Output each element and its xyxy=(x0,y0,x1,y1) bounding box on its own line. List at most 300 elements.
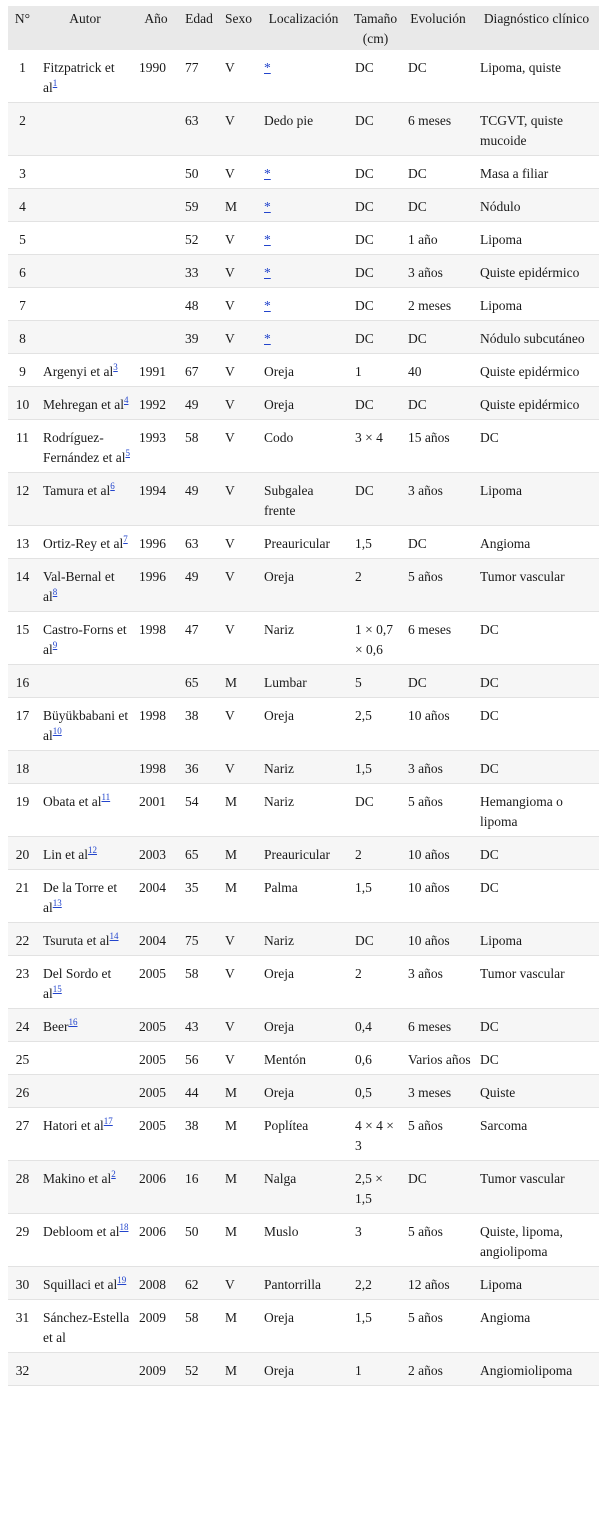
reference-link[interactable]: 13 xyxy=(52,898,62,908)
size-cell-text: 3 xyxy=(355,1224,362,1239)
case-number-text: 3 xyxy=(19,166,26,181)
size-cell xyxy=(349,1214,402,1267)
diagnosis-cell xyxy=(474,156,599,189)
location-cell xyxy=(258,1353,349,1386)
case-number-text: 5 xyxy=(19,232,26,247)
location-cell xyxy=(258,784,349,837)
size-cell xyxy=(349,222,402,255)
evolution-cell xyxy=(402,923,474,956)
year-cell xyxy=(133,665,179,698)
diagnosis-cell xyxy=(474,612,599,665)
diagnosis-cell-text: Lipoma xyxy=(480,232,522,247)
case-number-text: 18 xyxy=(15,761,30,776)
reference-link[interactable]: 3 xyxy=(113,362,118,372)
case-number-text: 24 xyxy=(15,1019,30,1034)
size-cell xyxy=(349,156,402,189)
diagnosis-cell-text: DC xyxy=(480,847,499,862)
reference-link[interactable]: 1 xyxy=(52,78,58,88)
case-number-text: 12 xyxy=(15,483,30,498)
location-footnote-link[interactable]: * xyxy=(264,298,271,313)
author-cell xyxy=(37,751,133,784)
evolution-cell xyxy=(402,956,474,1009)
age-cell-text: 63 xyxy=(185,113,199,128)
location-cell xyxy=(258,50,349,103)
sex-cell xyxy=(219,387,258,420)
age-cell-text: 33 xyxy=(185,265,199,280)
table-body xyxy=(8,50,599,1386)
case-number xyxy=(8,956,37,1009)
author-cell xyxy=(37,784,133,837)
case-number xyxy=(8,50,37,103)
year-cell xyxy=(133,1042,179,1075)
case-number xyxy=(8,1009,37,1042)
sex-cell xyxy=(219,526,258,559)
size-cell xyxy=(349,923,402,956)
case-number-text: 20 xyxy=(15,847,30,862)
size-cell-text: 1,5 xyxy=(355,536,372,551)
sex-cell xyxy=(219,189,258,222)
age-cell-text: 35 xyxy=(185,880,199,895)
evolution-cell-text: 5 años xyxy=(408,569,443,584)
location-cell xyxy=(258,612,349,665)
sex-cell-text: V xyxy=(225,569,235,584)
table-row xyxy=(8,387,599,420)
location-cell xyxy=(258,870,349,923)
location-cell xyxy=(258,1009,349,1042)
evolution-cell xyxy=(402,1161,474,1214)
size-cell-text: DC xyxy=(355,397,374,412)
diagnosis-cell-text: Lipoma xyxy=(480,933,522,948)
table-row xyxy=(8,526,599,559)
diagnosis-cell xyxy=(474,751,599,784)
reference-link[interactable]: 4 xyxy=(123,395,129,405)
diagnosis-cell-text: DC xyxy=(480,622,499,637)
diagnosis-cell xyxy=(474,784,599,837)
sex-cell xyxy=(219,612,258,665)
evolution-cell-text: 10 años xyxy=(408,708,450,723)
reference-link[interactable]: 8 xyxy=(52,587,58,597)
year-cell xyxy=(133,923,179,956)
diagnosis-cell-text: Hemangioma o lipoma xyxy=(480,794,563,829)
case-number xyxy=(8,751,37,784)
sex-cell-text: V xyxy=(225,60,235,75)
case-number xyxy=(8,189,37,222)
sex-cell-text: M xyxy=(225,847,238,862)
age-cell xyxy=(179,420,219,473)
header-anio: Año xyxy=(133,6,179,50)
location-footnote-link[interactable]: * xyxy=(264,232,271,247)
diagnosis-cell xyxy=(474,288,599,321)
location-footnote-link[interactable]: * xyxy=(264,265,271,280)
year-cell xyxy=(133,784,179,837)
reference-link[interactable]: 2 xyxy=(111,1169,116,1179)
author-cell-text: Büyükbabani et al xyxy=(43,708,129,743)
case-number-text: 31 xyxy=(15,1310,30,1325)
reference-link[interactable]: 15 xyxy=(52,984,62,994)
sex-cell-text: V xyxy=(225,966,235,981)
age-cell xyxy=(179,1300,219,1353)
author-cell-text: Argenyi et al xyxy=(43,364,114,379)
case-number xyxy=(8,156,37,189)
reference-link[interactable]: 5 xyxy=(125,448,130,458)
evolution-cell-text: 10 años xyxy=(408,933,450,948)
author-cell xyxy=(37,103,133,156)
age-cell xyxy=(179,473,219,526)
author-cell xyxy=(37,189,133,222)
size-cell-text: 3 × 4 xyxy=(355,430,383,445)
year-cell xyxy=(133,1161,179,1214)
location-cell xyxy=(258,1214,349,1267)
location-cell xyxy=(258,189,349,222)
case-number-text: 26 xyxy=(15,1085,30,1100)
year-cell-text: 1998 xyxy=(139,708,166,723)
sex-cell xyxy=(219,698,258,751)
age-cell-text: 65 xyxy=(185,847,199,862)
year-cell xyxy=(133,354,179,387)
location-footnote-link[interactable]: * xyxy=(264,199,271,214)
table-row xyxy=(8,354,599,387)
reference-link[interactable]: 14 xyxy=(109,931,119,941)
table-row xyxy=(8,420,599,473)
year-cell-text: 1998 xyxy=(139,761,166,776)
sex-cell-text: V xyxy=(225,232,235,247)
age-cell-text: 49 xyxy=(185,483,199,498)
header-localizacion: Localización xyxy=(258,6,349,50)
reference-link[interactable]: 19 xyxy=(117,1275,127,1285)
evolution-cell-text: 1 año xyxy=(408,232,438,247)
size-cell xyxy=(349,751,402,784)
case-number-text: 17 xyxy=(15,708,30,723)
sex-cell-text: V xyxy=(225,331,235,346)
year-cell-text: 2009 xyxy=(139,1363,166,1378)
evolution-cell-text: DC xyxy=(408,675,427,690)
cases-table xyxy=(8,6,599,1386)
size-cell-text: 0,4 xyxy=(355,1019,372,1034)
table-row xyxy=(8,1353,599,1386)
evolution-cell xyxy=(402,698,474,751)
reference-link[interactable]: 12 xyxy=(87,845,97,855)
year-cell-text: 1992 xyxy=(139,397,166,412)
evolution-cell-text: DC xyxy=(408,166,427,181)
case-number xyxy=(8,612,37,665)
evolution-cell-text: 40 xyxy=(408,364,422,379)
sex-cell xyxy=(219,222,258,255)
author-cell xyxy=(37,1042,133,1075)
sex-cell xyxy=(219,103,258,156)
header-tamano: Tamaño (cm) xyxy=(349,6,402,50)
diagnosis-cell xyxy=(474,222,599,255)
sex-cell xyxy=(219,1300,258,1353)
year-cell xyxy=(133,1214,179,1267)
location-cell-text: Muslo xyxy=(264,1224,299,1239)
reference-link[interactable]: 17 xyxy=(103,1116,113,1126)
location-cell xyxy=(258,1108,349,1161)
author-cell-text: Tsuruta et al xyxy=(43,933,110,948)
age-cell xyxy=(179,784,219,837)
author-cell xyxy=(37,473,133,526)
diagnosis-cell xyxy=(474,870,599,923)
case-number-text: 13 xyxy=(15,536,30,551)
author-cell xyxy=(37,420,133,473)
age-cell-text: 43 xyxy=(185,1019,199,1034)
age-cell-text: 65 xyxy=(185,675,199,690)
location-cell-text: Nariz xyxy=(264,933,294,948)
sex-cell-text: M xyxy=(225,880,238,895)
header-row xyxy=(8,6,599,50)
location-cell xyxy=(258,103,349,156)
age-cell xyxy=(179,1353,219,1386)
sex-cell-text: V xyxy=(225,483,235,498)
author-cell xyxy=(37,1161,133,1214)
diagnosis-cell xyxy=(474,1267,599,1300)
size-cell-text: DC xyxy=(355,265,374,280)
reference-link[interactable]: 16 xyxy=(68,1017,78,1027)
sex-cell-text: M xyxy=(225,1118,238,1133)
size-cell xyxy=(349,321,402,354)
author-cell xyxy=(37,321,133,354)
author-cell xyxy=(37,387,133,420)
case-number-text: 16 xyxy=(15,675,30,690)
year-cell-text: 2006 xyxy=(139,1171,166,1186)
evolution-cell-text: 5 años xyxy=(408,1118,443,1133)
age-cell-text: 16 xyxy=(185,1171,199,1186)
sex-cell xyxy=(219,837,258,870)
size-cell-text: 1,5 xyxy=(355,1310,372,1325)
diagnosis-cell xyxy=(474,837,599,870)
diagnosis-cell-text: Lipoma xyxy=(480,1277,522,1292)
location-cell xyxy=(258,559,349,612)
age-cell-text: 44 xyxy=(185,1085,199,1100)
year-cell xyxy=(133,1108,179,1161)
size-cell-text: 1 × 0,7 × 0,6 xyxy=(355,622,393,657)
size-cell-text: 2 xyxy=(355,569,362,584)
age-cell-text: 39 xyxy=(185,331,199,346)
size-cell-text: DC xyxy=(355,60,374,75)
age-cell-text: 48 xyxy=(185,298,199,313)
size-cell xyxy=(349,1353,402,1386)
case-number xyxy=(8,837,37,870)
table-row xyxy=(8,288,599,321)
header-sexo: Sexo xyxy=(219,6,258,50)
size-cell xyxy=(349,1042,402,1075)
location-cell-text: Oreja xyxy=(264,569,294,584)
reference-link[interactable]: 10 xyxy=(52,726,62,736)
age-cell xyxy=(179,1108,219,1161)
diagnosis-cell xyxy=(474,559,599,612)
size-cell xyxy=(349,956,402,1009)
year-cell xyxy=(133,473,179,526)
evolution-cell xyxy=(402,321,474,354)
diagnosis-cell-text: Tumor vascular xyxy=(480,569,565,584)
size-cell xyxy=(349,1300,402,1353)
evolution-cell-text: 3 años xyxy=(408,966,443,981)
year-cell xyxy=(133,612,179,665)
sex-cell xyxy=(219,1214,258,1267)
size-cell-text: DC xyxy=(355,331,374,346)
age-cell xyxy=(179,156,219,189)
diagnosis-cell xyxy=(474,387,599,420)
evolution-cell-text: 5 años xyxy=(408,1310,443,1325)
reference-link[interactable]: 7 xyxy=(123,534,128,544)
size-cell-text: 2,2 xyxy=(355,1277,372,1292)
size-cell-text: DC xyxy=(355,199,374,214)
age-cell xyxy=(179,189,219,222)
year-cell xyxy=(133,321,179,354)
evolution-cell xyxy=(402,1353,474,1386)
year-cell xyxy=(133,156,179,189)
sex-cell xyxy=(219,255,258,288)
diagnosis-cell-text: DC xyxy=(480,1052,499,1067)
size-cell xyxy=(349,784,402,837)
case-number xyxy=(8,698,37,751)
case-number xyxy=(8,1353,37,1386)
evolution-cell xyxy=(402,1042,474,1075)
case-number xyxy=(8,1042,37,1075)
reference-link[interactable]: 18 xyxy=(119,1222,129,1232)
size-cell-text: 2 xyxy=(355,966,362,981)
location-cell xyxy=(258,1161,349,1214)
case-number-text: 32 xyxy=(15,1363,30,1378)
evolution-cell xyxy=(402,420,474,473)
diagnosis-cell xyxy=(474,1300,599,1353)
location-cell xyxy=(258,156,349,189)
size-cell-text: 5 xyxy=(355,675,362,690)
diagnosis-cell xyxy=(474,103,599,156)
age-cell xyxy=(179,50,219,103)
year-cell-text: 2006 xyxy=(139,1224,166,1239)
sex-cell-text: V xyxy=(225,265,235,280)
year-cell xyxy=(133,837,179,870)
age-cell xyxy=(179,751,219,784)
year-cell xyxy=(133,420,179,473)
age-cell-text: 56 xyxy=(185,1052,199,1067)
size-cell xyxy=(349,255,402,288)
sex-cell-text: V xyxy=(225,166,235,181)
header-evolucion: Evolución xyxy=(402,6,474,50)
reference-link[interactable]: 6 xyxy=(110,481,115,491)
sex-cell xyxy=(219,1267,258,1300)
diagnosis-cell xyxy=(474,1075,599,1108)
year-cell-text: 2001 xyxy=(139,794,166,809)
author-cell xyxy=(37,923,133,956)
evolution-cell xyxy=(402,612,474,665)
size-cell-text: 1 xyxy=(355,364,362,379)
year-cell xyxy=(133,222,179,255)
size-cell xyxy=(349,559,402,612)
diagnosis-cell xyxy=(474,923,599,956)
author-cell xyxy=(37,526,133,559)
sex-cell-text: M xyxy=(225,199,238,214)
sex-cell xyxy=(219,665,258,698)
size-cell xyxy=(349,1161,402,1214)
diagnosis-cell-text: Angioma xyxy=(480,1310,531,1325)
location-cell xyxy=(258,473,349,526)
size-cell-text: 2 xyxy=(355,847,362,862)
diagnosis-cell-text: Sarcoma xyxy=(480,1118,528,1133)
diagnosis-cell-text: Quiste epidérmico xyxy=(480,265,580,280)
evolution-cell xyxy=(402,837,474,870)
size-cell-text: DC xyxy=(355,113,374,128)
case-number xyxy=(8,321,37,354)
sex-cell-text: V xyxy=(225,298,235,313)
diagnosis-cell xyxy=(474,420,599,473)
size-cell xyxy=(349,1009,402,1042)
diagnosis-cell xyxy=(474,1161,599,1214)
location-footnote-link[interactable]: * xyxy=(264,331,271,346)
author-cell xyxy=(37,698,133,751)
author-cell xyxy=(37,1267,133,1300)
year-cell xyxy=(133,255,179,288)
case-number xyxy=(8,784,37,837)
size-cell xyxy=(349,1267,402,1300)
age-cell xyxy=(179,255,219,288)
size-cell-text: 0,6 xyxy=(355,1052,372,1067)
age-cell xyxy=(179,559,219,612)
evolution-cell xyxy=(402,1108,474,1161)
case-number-text: 10 xyxy=(15,397,30,412)
size-cell-text: DC xyxy=(355,933,374,948)
year-cell xyxy=(133,1075,179,1108)
reference-link[interactable]: 11 xyxy=(101,792,111,802)
age-cell xyxy=(179,354,219,387)
author-cell xyxy=(37,837,133,870)
size-cell-text: DC xyxy=(355,794,374,809)
location-footnote-link[interactable]: * xyxy=(264,60,271,75)
age-cell-text: 59 xyxy=(185,199,199,214)
diagnosis-cell-text: Masa a filiar xyxy=(480,166,549,181)
location-cell xyxy=(258,837,349,870)
age-cell xyxy=(179,1214,219,1267)
case-number-text: 30 xyxy=(15,1277,30,1292)
year-cell-text: 2003 xyxy=(139,847,166,862)
table-row xyxy=(8,837,599,870)
size-cell xyxy=(349,288,402,321)
year-cell xyxy=(133,559,179,612)
sex-cell xyxy=(219,473,258,526)
age-cell-text: 58 xyxy=(185,430,199,445)
table-row xyxy=(8,103,599,156)
case-number xyxy=(8,870,37,923)
reference-link[interactable]: 9 xyxy=(52,640,58,650)
diagnosis-cell-text: Nódulo subcutáneo xyxy=(480,331,585,346)
year-cell xyxy=(133,1300,179,1353)
sex-cell-text: V xyxy=(225,1052,235,1067)
sex-cell-text: M xyxy=(225,1224,238,1239)
evolution-cell-text: DC xyxy=(408,536,427,551)
diagnosis-cell xyxy=(474,1108,599,1161)
sex-cell-text: V xyxy=(225,397,235,412)
age-cell-text: 50 xyxy=(185,1224,199,1239)
age-cell xyxy=(179,288,219,321)
size-cell xyxy=(349,665,402,698)
location-cell xyxy=(258,321,349,354)
year-cell xyxy=(133,1353,179,1386)
sex-cell-text: V xyxy=(225,1277,235,1292)
diagnosis-cell-text: DC xyxy=(480,675,499,690)
year-cell xyxy=(133,751,179,784)
year-cell-text: 2004 xyxy=(139,933,166,948)
evolution-cell xyxy=(402,1300,474,1353)
location-footnote-link[interactable]: * xyxy=(264,166,271,181)
year-cell xyxy=(133,870,179,923)
location-cell xyxy=(258,923,349,956)
evolution-cell xyxy=(402,1214,474,1267)
author-cell xyxy=(37,870,133,923)
table-row xyxy=(8,612,599,665)
evolution-cell xyxy=(402,473,474,526)
evolution-cell-text: DC xyxy=(408,199,427,214)
year-cell xyxy=(133,189,179,222)
